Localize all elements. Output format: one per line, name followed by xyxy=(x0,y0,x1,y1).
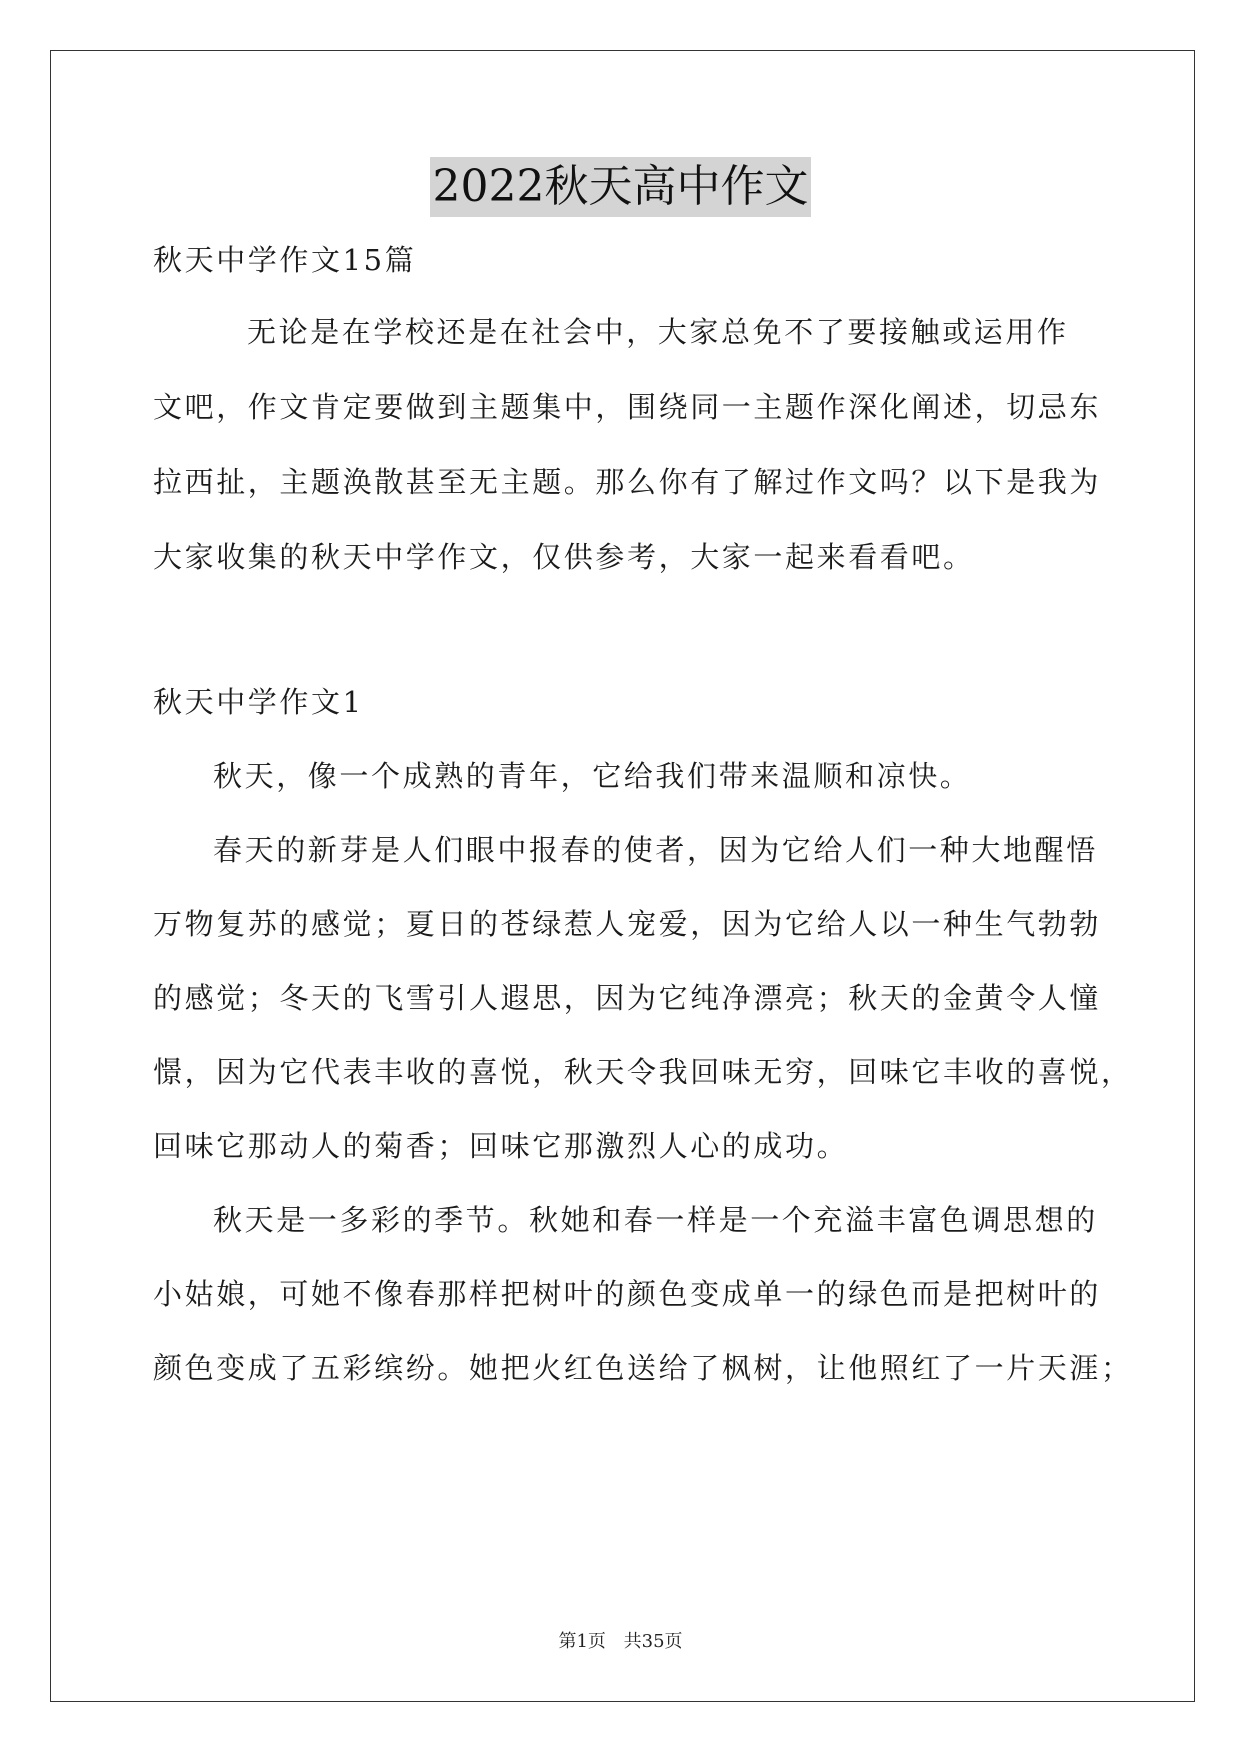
title-container xyxy=(0,157,1241,217)
page-total: 共35页 xyxy=(623,1631,683,1652)
body-line: 回味它那动人的菊香；回味它那激烈人心的成功。 xyxy=(153,1129,849,1163)
body-line: 万物复苏的感觉；夏日的苍绿惹人宠爱，因为它给人以一种生气勃勃 xyxy=(153,907,1102,941)
body-line: 小姑娘，可她不像春那样把树叶的颜色变成单一的绿色而是把树叶的 xyxy=(153,1277,1102,1311)
body-line: 的感觉；冬天的飞雪引人遐思，因为它纯净漂亮；秋天的金黄令人憧 xyxy=(153,981,1102,1015)
page-border xyxy=(50,50,1195,1702)
intro-line: 无论是在学校还是在社会中，大家总免不了要接触或运用作 xyxy=(247,315,1069,349)
intro-line: 大家收集的秋天中学作文，仅供参考，大家一起来看看吧。 xyxy=(153,540,975,574)
section-heading: 秋天中学作文1 xyxy=(153,685,364,719)
body-line: 秋天，像一个成熟的青年，它给我们带来温顺和凉快。 xyxy=(213,759,972,793)
body-line: 憬，因为它代表丰收的喜悦，秋天令我回味无穷，回味它丰收的喜悦， xyxy=(153,1055,1133,1089)
subtitle-line: 秋天中学作文15篇 xyxy=(153,243,417,277)
page-number: 第1页 xyxy=(558,1631,606,1652)
intro-line: 拉西扯，主题涣散甚至无主题。那么你有了解过作文吗？以下是我为 xyxy=(153,465,1102,499)
page-footer xyxy=(0,1630,1241,1654)
intro-line: 文吧，作文肯定要做到主题集中，围绕同一主题作深化阐述，切忌东 xyxy=(153,390,1102,424)
body-line: 颜色变成了五彩缤纷。她把火红色送给了枫树，让他照红了一片天涯； xyxy=(153,1351,1133,1385)
document-title: 2022秋天高中作文 xyxy=(430,157,812,217)
body-line: 春天的新芽是人们眼中报春的使者，因为它给人们一种大地醒悟 xyxy=(213,833,1098,867)
body-line: 秋天是一多彩的季节。秋她和春一样是一个充溢丰富色调思想的 xyxy=(213,1203,1098,1237)
